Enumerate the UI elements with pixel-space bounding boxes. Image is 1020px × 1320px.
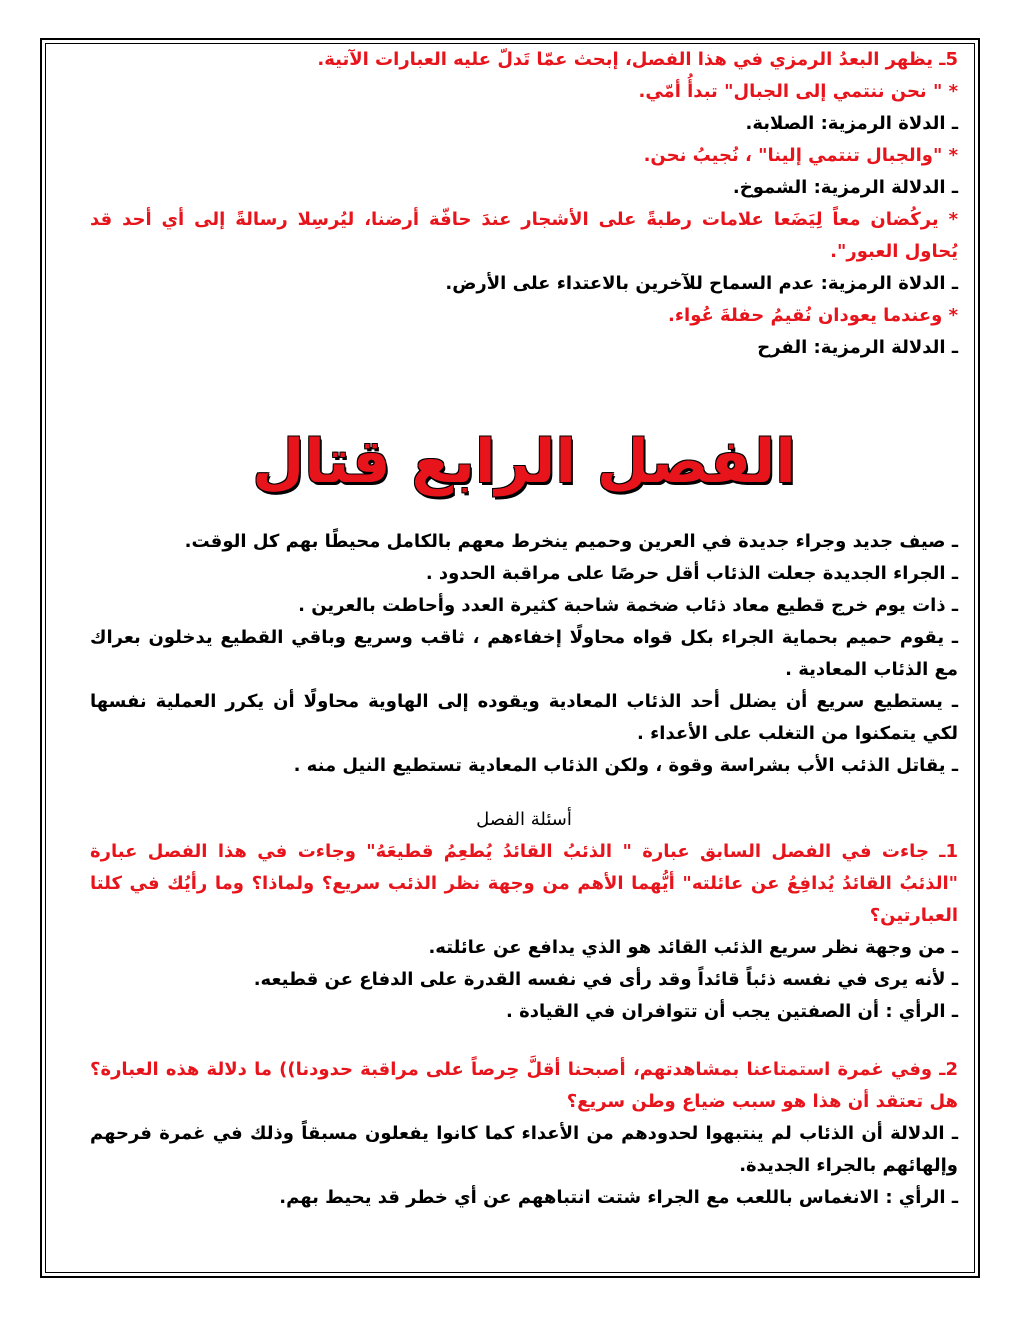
chapter-title: الفصل الرابع قتال: [252, 427, 796, 497]
question-1-answer: ـ من وجهة نظر سريع الذئب القائد هو الذي يدافع عن عائلته.: [428, 937, 958, 958]
summary-item: ـ يقوم حميم بحماية الجراء بكل قواه محاولًا إخفاءهم ، ثاقب وسريع وباقي القطيع يدخلون بعراك مع الذئاب المعادية .: [90, 627, 958, 680]
quote-3: * يركُضان معاً لِيَضَعا علامات رطبةً على الأشجار عندَ حافّة أرضنا، ليُرسِلا رسالةً إلى أي أحد قد يُحاول العبور".: [90, 209, 958, 262]
summary-item: ـ صيف جديد وجراء جديدة في العرين وحميم ينخرط معهم بالكامل محيطًا بهم كل الوقت.: [184, 531, 958, 552]
worksheet-content: [90, 44, 958, 1214]
quote-4: * وعندما يعودان نُقيمُ حفلةَ عُواء.: [667, 305, 958, 326]
questions-heading: أسئلة الفصل: [476, 809, 572, 830]
answer-2: ـ الدلالة الرمزية: الشموخ.: [732, 177, 958, 198]
question-2-answer: ـ الرأي : الانغماس باللعب مع الجراء شتت انتباههم عن أي خطر قد يحيط بهم.: [279, 1187, 958, 1208]
answer-3: ـ الدلاة الرمزية: عدم السماح للآخرين بالاعتداء على الأرض.: [445, 273, 958, 294]
spacer: [90, 1028, 958, 1054]
summary-item: ـ ذات يوم خرج قطيع معاد ذئاب ضخمة شاحبة كثيرة العدد وأحاطت بالعرين .: [298, 595, 958, 616]
quote-2: * "والجبال تنتمي إلينا" ، نُجيبُ نحن.: [643, 145, 958, 166]
question-1: 1ـ جاءت في الفصل السابق عبارة " الذئبُ القائدُ يُطعِمُ قطيعَهُ" وجاءت في هذا الفصل عبارة "الذئبُ القائدُ يُدافِعُ عن عائلته" أيُّهما الأهم من وجهة نظر الذئب سريع؟ ولماذا؟ وما رأيُك في كلتا العبارتين؟: [90, 841, 958, 926]
question-2: 2ـ وفي غمرة استمتاعنا بمشاهدتهم، أصبحنا أقلَّ حِرصاً على مراقبة حدودنا)) ما دلالة هذه العبارة؟ هل تعتقد أن هذا هو سبب ضياع وطن سريع؟: [90, 1059, 958, 1112]
answer-4: ـ الدلالة الرمزية: الفرح: [757, 337, 958, 358]
summary-item: ـ يقاتل الذئب الأب بشراسة وقوة ، ولكن الذئاب المعادية تستطيع النيل منه .: [293, 755, 958, 776]
question-1-answer: ـ لأنه يرى في نفسه ذئباً قائداً وقد رأى في نفسه القدرة على الدفاع عن قطيعه.: [253, 969, 958, 990]
question-5: 5ـ يظهر البعدُ الرمزي في هذا الفصل، إبحث عمّا تَدلّ عليه العبارات الآتية.: [317, 49, 958, 70]
summary-item: ـ الجراء الجديدة جعلت الذئاب أقل حرصًا على مراقبة الحدود .: [425, 563, 958, 584]
answer-1: ـ الدلاة الرمزية: الصلابة.: [745, 113, 958, 134]
summary-item: ـ يستطيع سريع أن يضلل أحد الذئاب المعادية ويقوده إلى الهاوية محاولًا أن يكرر العملية نفسها لكي يتمكنوا من التغلب على الأعداء .: [90, 691, 958, 744]
quote-1: * " نحن ننتمي إلى الجبال" تبدأُ أمّي.: [638, 81, 958, 102]
question-2-answer: ـ الدلالة أن الذئاب لم ينتبهوا لحدودهم من الأعداء كما كانوا يفعلون مسبقاً وذلك في غمرة فرحهم وإلهائهم بالجراء الجديدة.: [90, 1123, 958, 1176]
question-1-answer: ـ الرأي : أن الصفتين يجب أن تتوافران في القيادة .: [506, 1001, 958, 1022]
